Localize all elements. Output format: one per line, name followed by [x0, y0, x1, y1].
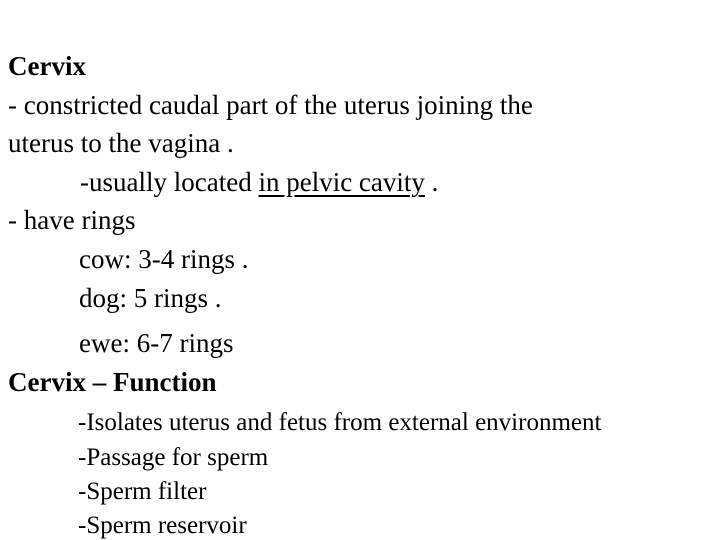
location-suffix: . — [424, 167, 439, 197]
function-item: -Passage for sperm — [78, 444, 269, 471]
function-heading: Cervix – Function — [8, 367, 217, 397]
function-item: -Sperm reservoir — [78, 512, 247, 539]
function-item: -Sperm filter — [78, 478, 207, 505]
location-prefix: -usually located — [80, 167, 259, 197]
location-underlined: in pelvic cavity — [258, 167, 425, 197]
title: Cervix — [8, 51, 86, 81]
rings-heading: - have rings — [8, 205, 136, 235]
definition-line-2: uterus to the vagina . — [8, 128, 234, 158]
rings-item-ewe: ewe: 6-7 rings — [79, 328, 234, 358]
rings-item-cow: cow: 3-4 rings . — [79, 244, 249, 274]
rings-item-dog: dog: 5 rings . — [79, 283, 222, 313]
function-item: -Isolates uterus and fetus from external environment — [78, 409, 602, 436]
location-line — [80, 169, 438, 196]
definition-line-1: - constricted caudal part of the uterus joining the — [8, 90, 533, 120]
